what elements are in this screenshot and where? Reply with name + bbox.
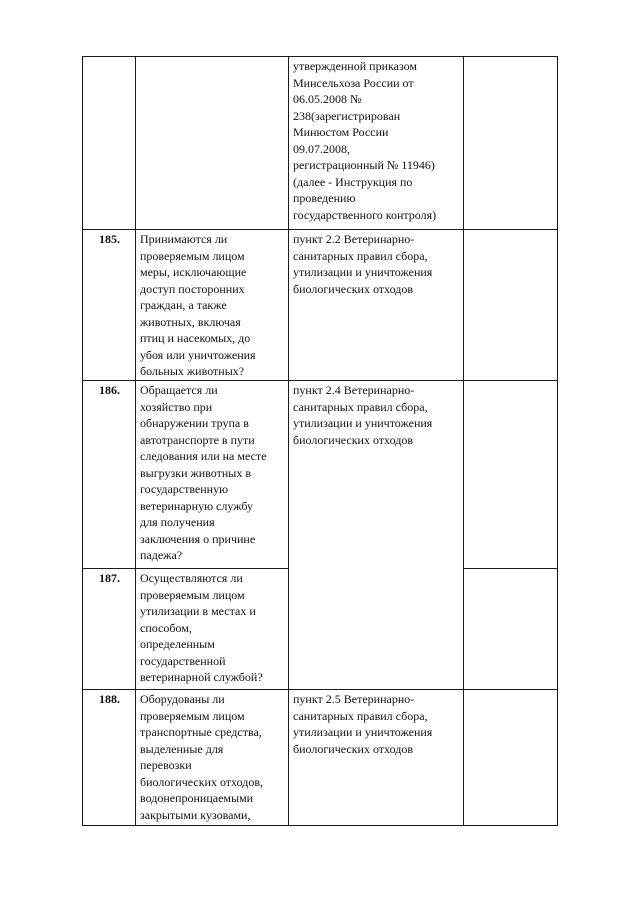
reference-cell: утвержденной приказом Минсельхоза России от 06.05.2008 № 238(зарегистрирован Минюстом России 09.07.2008, регистрационный № 11946) (далее - Инструкция по проведению государственного контроля) [289,57,464,230]
item-number-cell [83,57,136,230]
checklist-table [82,56,558,826]
item-number-cell: 188. [83,690,136,826]
question-cell [136,57,289,230]
question-cell: Обращается ли хозяйство при обнаружении трупа в автотранспорте в пути следования или на месте выгрузки животных в государственную ветеринарную службу для получения заключения о причине падежа? [136,381,289,569]
table-row [83,57,558,230]
note-cell [464,690,558,826]
reference-cell: пункт 2.5 Ветеринарно- санитарных правил сбора, утилизации и уничтожения биологических отходов [289,690,464,826]
table-row [83,230,558,381]
question-cell: Оборудованы ли проверяемым лицом транспортные средства, выделенные для перевозки биологических отходов, водонепроницаемыми закрытыми кузовами, [136,690,289,826]
table-row [83,381,558,569]
reference-cell: пункт 2.2 Ветеринарно- санитарных правил сбора, утилизации и уничтожения биологических отходов [289,230,464,381]
note-cell [464,569,558,690]
item-number-cell: 186. [83,381,136,569]
reference-cell: пункт 2.4 Ветеринарно- санитарных правил сбора, утилизации и уничтожения биологических отходов [289,381,464,690]
note-cell [464,230,558,381]
table-row [83,690,558,826]
note-cell [464,57,558,230]
note-cell [464,381,558,569]
question-cell: Осуществляются ли проверяемым лицом утилизации в местах и способом, определенным государственной ветеринарной службой? [136,569,289,690]
question-cell: Принимаются ли проверяемым лицом меры, исключающие доступ посторонних граждан, а также животных, включая птиц и насекомых, до убоя или уничтожения больных животных? [136,230,289,381]
item-number-cell: 185. [83,230,136,381]
item-number-cell: 187. [83,569,136,690]
